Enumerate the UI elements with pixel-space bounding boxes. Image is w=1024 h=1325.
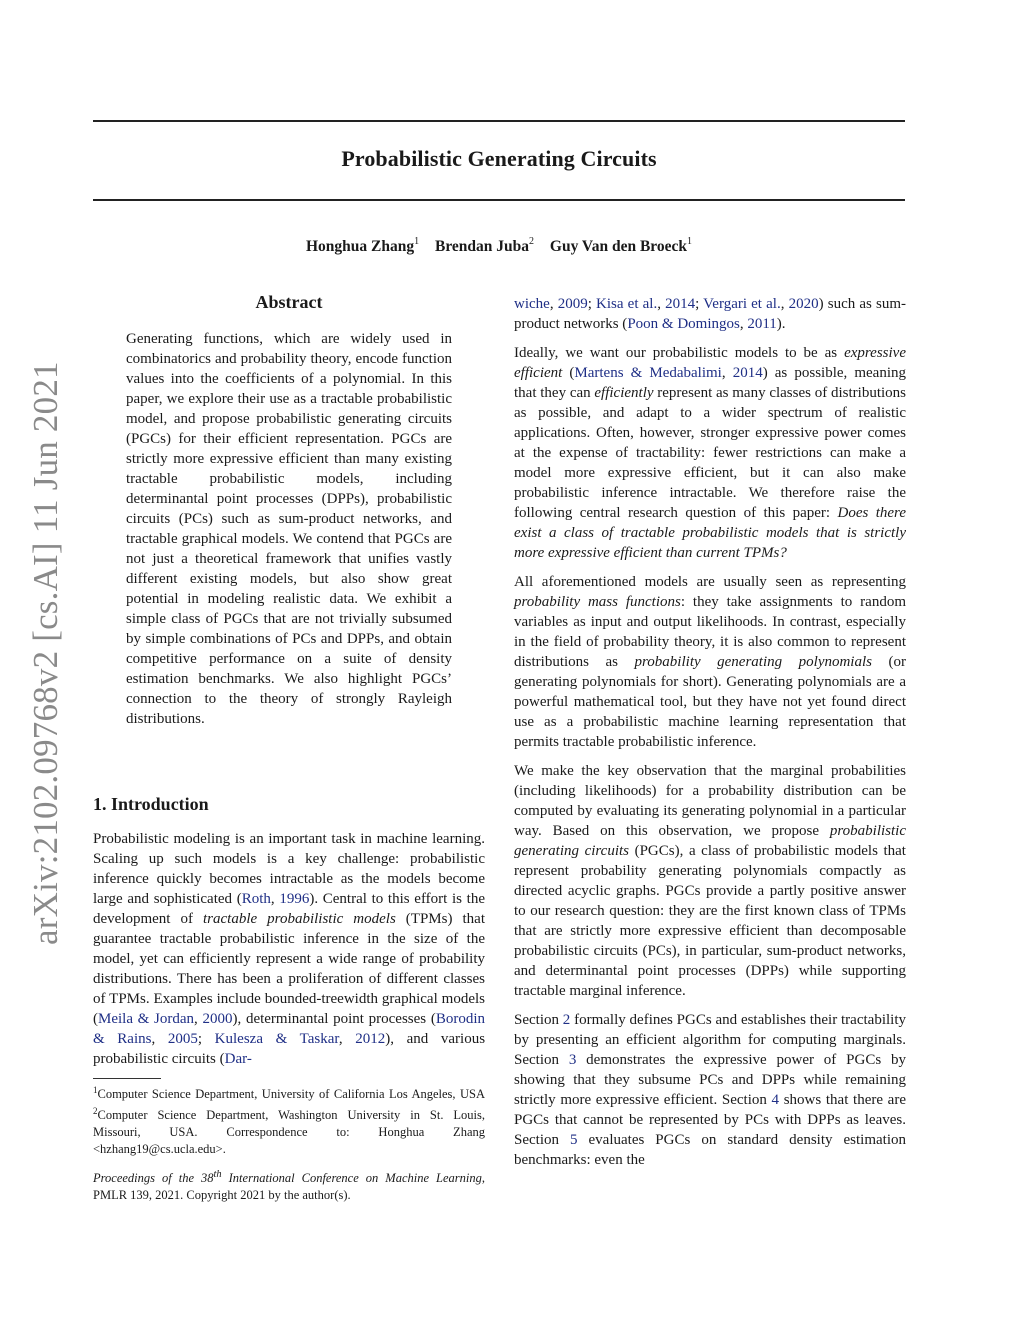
author-2 xyxy=(435,238,534,255)
right-column xyxy=(514,294,906,1179)
paragraph: Ideally, we want our probabilistic models to be as expressive efficient (Martens & Medabalimi, 2014) as possible, meaning that they can efficiently represent as many classes of distributions as possible, and adapt to a wider spectrum of realistic applications. Often, however, stronger expressive power comes at the expense of tractability: fewer restrictions can make a model more expressive efficient, but it can also make probabilistic inference intractable. We therefore raise the following central research question of this paper: Does there exist a class of tractable probabilistic models that is strictly more expressive efficient than current TPMs? xyxy=(514,345,907,561)
citation-link[interactable]: Meila & Jordan xyxy=(98,1011,195,1027)
section-ref-link[interactable]: 5 xyxy=(570,1132,578,1148)
affiliation-mark: 1 xyxy=(414,236,420,247)
citation-link[interactable]: Roth xyxy=(241,891,271,907)
introduction-paragraph: Probabilistic modeling is an important task in machine learning. Scaling up such models is a key challenge: probabilistic inference quickly becomes intractable as the models become large and sophisticated (Roth, 1996). Central to this effort is the development of tractable probabilistic models (TPMs) that guarantee tractable probabilistic inference in the size of the model, yet can efficiently represent a wide range of probability distributions. There has been a proliferation of different classes of TPMs. Examples include bounded-treewidth graphical models (Meila & Jordan, 2000), determinantal point processes (Borodin & Rains, 2005; Kulesza & Taskar, 2012), and various probabilistic circuits (Dar- xyxy=(93,831,486,1067)
citation-year-link[interactable]: 2020 xyxy=(788,296,819,312)
citation-year-link[interactable]: 2014 xyxy=(665,296,696,312)
paragraph: We make the key observation that the marginal probabilities (including likelihoods) for a probability distribution can be computed by evaluating its generating polynomial in a particular way. Based on this observation, we propose probabilistic generating circuits (PGCs), a class of probabilistic models that represent probability generating polynomials compactly as directed acyclic graphs. PGCs provide a partly positive answer to our research question: they are the first known class of TPMs that are strictly more expressive efficient than decomposable probabilistic circuits (PCs), in particular, sum-product networks, and determinantal point processes (DPPs) while supporting tractable marginal inference. xyxy=(514,763,906,999)
author-list xyxy=(93,236,905,256)
citation-link[interactable]: Borodin & Rains xyxy=(93,1011,485,1047)
paragraph: All aforementioned models are usually seen as representing probability mass functions: they take assignments to random variables as input and output likelihoods. In contrast, especially in the field of probability theory, it is also common to represent distributions as probability generating polynomials (or generating polynomials for short). Generating polynomials are a powerful mathematical tool, but they have not yet found direct use as a probabilistic machine learning representation that permits tractable probabilistic inference. xyxy=(514,574,906,750)
paragraph: wiche, 2009; Kisa et al., 2014; Vergari et al., 2020) such as sum-product networks (Poon & Domingos, 2011). xyxy=(514,296,906,332)
author-3 xyxy=(550,238,692,255)
section-ref-link[interactable]: 2 xyxy=(562,1012,571,1028)
citation-link[interactable]: Kisa et al. xyxy=(596,296,658,312)
author-name: Honghua Zhang xyxy=(305,238,415,255)
footnote-rule xyxy=(93,1078,161,1079)
citation-link[interactable]: Poon & Domingos xyxy=(627,316,740,332)
citation-link[interactable]: Martens & Medabalimi xyxy=(574,365,722,381)
citation-year-link[interactable]: 2009 xyxy=(557,296,588,312)
citation-link[interactable]: Dar- xyxy=(224,1051,252,1067)
affiliation-mark: 1 xyxy=(687,236,693,247)
citation-year-link[interactable]: 2011 xyxy=(747,316,777,332)
proceedings-note: Proceedings of the 38th International Conference on Machine Learning, PMLR 139, 2021. Copyright 2021 by the author(s). xyxy=(93,1169,485,1203)
paper-title: Probabilistic Generating Circuits xyxy=(341,146,657,171)
author-1 xyxy=(306,238,419,255)
affiliation-mark: 2 xyxy=(529,236,535,247)
research-question: Does there exist a class of tractable probabilistic models that is strictly more expressive efficient than current TPMs? xyxy=(514,505,906,561)
abstract-heading: Abstract xyxy=(255,292,323,312)
abstract-text: Generating functions, which are widely used in combinatorics and probability theory, encode function values into the coefficients of a polynomial. In this paper, we explore their use as a tractable probabilistic model, and propose probabilistic generating circuits (PGCs) for their efficient representation. PGCs are strictly more expressive efficient than many existing tractable probabilistic models, including determinantal point processes (DPPs), probabilistic circuits (PCs) such as sum-product networks, and tractable graphical models. We contend that PGCs are not just a theoretical framework that unifies vastly different existing models, but also show great potential in modeling realistic data. We exhibit a simple class of PGCs that are not trivially subsumed by simple combinations of PCs and DPPs, and obtain competitive performance on a suite of density estimation benchmarks. We also highlight PGCs’ connection to the theory of strongly Rayleigh distributions. xyxy=(126,331,452,727)
section-ref-link[interactable]: 4 xyxy=(771,1092,780,1108)
arxiv-stamp: arXiv:2102.09768v2 [cs.AI] 11 Jun 2021 xyxy=(26,361,65,945)
author-name: Guy Van den Broeck xyxy=(549,238,688,255)
citation-link[interactable]: wiche xyxy=(514,296,550,312)
title-bottom-rule xyxy=(93,199,905,201)
title-top-rule xyxy=(93,120,905,122)
section-heading-introduction: 1. Introduction xyxy=(93,794,209,814)
affiliation-footnote: $^1$Computer Science Department, University of California Los Angeles, USA $^2$Computer Science Department, Washington University in St. Louis, Missouri, USA. Correspondence to: Honghua Zhang <hzhang19@cs.ucla.edu>. xyxy=(93,1085,485,1156)
paragraph: Section 2 formally defines PGCs and establishes their tractability by presenting an efficient algorithm for computing marginals. Section 3 demonstrates the expressive power of PGCs by showing that they subsume PCs and DPPs while remaining strictly more expressive efficient. Section 4 shows that there are PGCs that cannot be represented by PCs with DPPs as leaves. Section 5 evaluates PGCs on standard density estimation benchmarks: even the xyxy=(514,1012,907,1168)
section-ref-link[interactable]: 3 xyxy=(568,1052,577,1068)
author-name: Brendan Juba xyxy=(434,238,530,255)
citation-year-link[interactable]: 2012 xyxy=(355,1031,386,1047)
citation-year-link[interactable]: 2014 xyxy=(732,365,763,381)
citation-year-link[interactable]: 1996 xyxy=(279,891,310,907)
citation-year-link[interactable]: 2005 xyxy=(167,1031,198,1047)
citation-link[interactable]: Vergari et al. xyxy=(703,296,781,312)
citation-year-link[interactable]: 2000 xyxy=(202,1011,233,1027)
citation-link[interactable]: Kulesza & Taskar xyxy=(214,1031,339,1047)
